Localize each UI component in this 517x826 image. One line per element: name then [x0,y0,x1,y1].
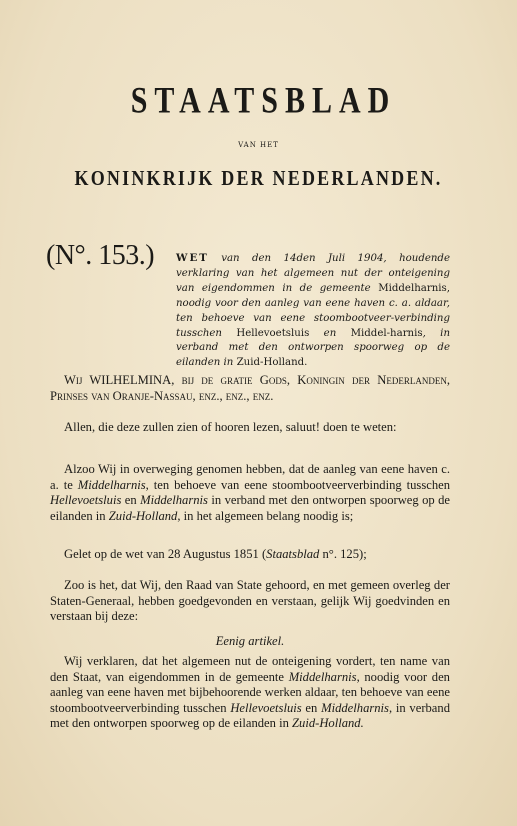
considering-place-3: Middelharnis [140,493,208,508]
considering-part-3: en [121,493,141,508]
abstract-text-1: van den 14den Juli 1904, houdende verklaring van het algemeen nut der onteigening van eigendommen in de gemeente [176,253,450,294]
greeting-paragraph [50,420,450,436]
article-heading-block [50,634,450,650]
abstract-place-3: Middel-harnis [350,327,423,339]
royal-intro: Wij WILHELMINA, bij de gratie Gods, Koningin der Nederlanden, Prinses van Oranje-Nassau, enz., enz., enz. [50,373,450,403]
article-part-2: , noodig voor den aanleg van eene haven met bijbehoorende werken aldaar, ten behoeve van eene stoombootveerverbinding tusschen [50,669,450,715]
considering-part-5: , in het algemeen belang noodig is; [177,508,354,523]
zoo-paragraph [50,578,450,625]
article-heading: Eenig artikel. [215,634,285,648]
law-abstract [176,251,450,371]
publication-title: STAATSBLAD [130,79,397,121]
article-text [50,654,450,732]
gelet-italic: Staatsblad [266,547,320,561]
considering-paragraph [50,462,450,524]
intro-paragraph [50,373,450,404]
zoo-text: Zoo is het, dat Wij, den Raad van State gehoord, en met gemeen overleg der Staten-Generaal, hebben goedgevonden en verstaan, gelijk Wij goedvinden en verstaan bij deze: [50,578,450,624]
kingdom-name: KONINKRIJK DER NEDERLANDEN. [74,166,443,190]
masthead [0,79,517,121]
abstract-text-2: noodig voor den aanleg van eene haven c. a. aldaar, ten behoeve van eene stoombootveer-verbinding tusschen [176,297,450,339]
article-place-3: Middelharnis [321,700,389,715]
article-part-4: , in verband met den ontworpen spoorweg op de eilanden in [50,700,450,731]
issue-number: (N°. 153.) [46,240,155,271]
article-place-4: Zuid-Holland. [292,716,364,731]
abstract-text-3: en [309,327,351,339]
abstract-place-4: Zuid-Holland. [236,357,308,369]
considering-text [50,462,450,524]
abstract-place-1: Middelharnis, [378,282,450,294]
article-place-1: Middelharnis [288,669,357,684]
article-paragraph [50,654,450,732]
masthead-subtitle: VAN HET [238,141,279,149]
greeting-text: Allen, die deze zullen zien of hooren lezen, saluut! doen te weten: [64,420,397,434]
considering-place-4: Zuid-Holland [108,508,178,523]
law-label: WET [176,252,209,264]
abstract-place-2: Hellevoetsluis [236,327,310,339]
considering-part-2: , ten behoeve van eene stoombootveerverbinding tusschen [145,477,451,492]
abstract-text-4: , in verband met den ontworpen spoorweg op de eilanden in [176,327,450,369]
article-part-1: Wij verklaren, dat het algemeen nut de onteigening vordert, ten name van den Staat, van eigendommen in de gemeente [50,654,450,684]
considering-part-1: Alzoo Wij in overweging genomen hebben, dat de aanleg van eene haven c. a. te [50,462,450,492]
considering-place-1: Middelharnis [77,477,146,492]
article-place-2: Hellevoetsluis [230,700,302,715]
gelet-paragraph [50,547,450,563]
considering-place-2: Hellevoetsluis [50,493,122,508]
gelet-part-2: n°. 125); [319,547,367,561]
article-part-3: en [301,700,322,715]
gelet-part-1: Gelet op de wet van 28 Augustus 1851 ( [64,547,267,561]
gelet-text [50,547,450,563]
considering-part-4: in verband met den ontworpen spoorweg op de eilanden in [50,493,450,523]
